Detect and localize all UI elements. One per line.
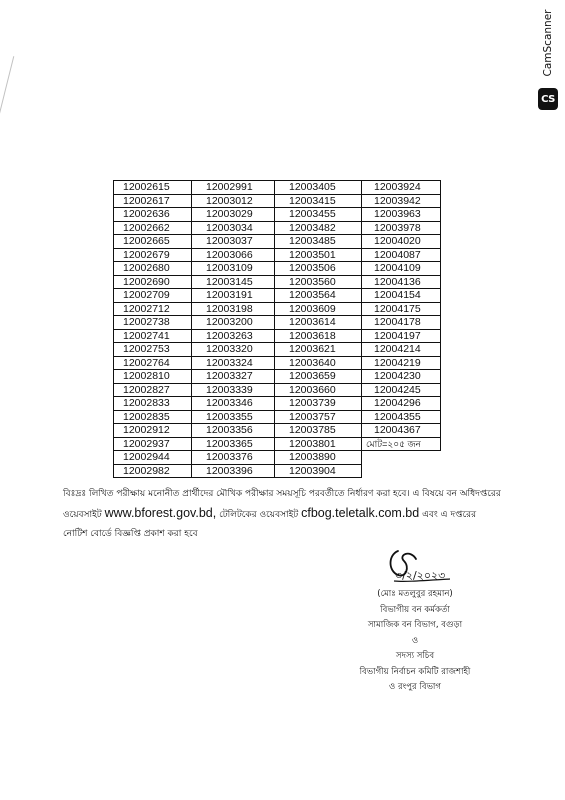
signatory-conjunction: ও: [411, 635, 419, 646]
roll-number-cell: 12002615: [114, 181, 192, 195]
roll-number-cell: 12002982: [114, 464, 192, 478]
total-count-cell: মোট=২০৫ জন: [362, 437, 441, 451]
roll-number-cell: 12002738: [114, 316, 192, 330]
roll-number-cell: 12003339: [192, 383, 275, 397]
roll-number-cell: 12003034: [192, 221, 275, 235]
roll-number-cell: 12003320: [192, 343, 275, 357]
roll-number-cell: 12004154: [362, 289, 441, 303]
roll-number-cell: 12003191: [192, 289, 275, 303]
roll-number-cell: 12003924: [362, 181, 441, 195]
roll-number-cell: 12003415: [275, 194, 362, 208]
roll-number-cell: 12002764: [114, 356, 192, 370]
table-row: [114, 424, 441, 438]
roll-number-cell: 12003405: [275, 181, 362, 195]
signatory-committee: বিভাগীয় নির্বাচন কমিটি রাজশাহী: [359, 666, 471, 677]
roll-number-cell: 12003560: [275, 275, 362, 289]
table-row: [114, 356, 441, 370]
roll-number-cell: 12002712: [114, 302, 192, 316]
table-row: [114, 451, 441, 465]
table-row: [114, 316, 441, 330]
roll-number-cell: 12004230: [362, 370, 441, 384]
roll-number-cell: 12004214: [362, 343, 441, 357]
table-row: [114, 329, 441, 343]
notice-paragraph: [63, 485, 523, 544]
roll-number-cell: 12003942: [362, 194, 441, 208]
table-row: [114, 235, 441, 249]
notice-line-2: [63, 504, 523, 525]
roll-number-cell: 12002991: [192, 181, 275, 195]
table-row: [114, 181, 441, 195]
roll-number-cell: 12003501: [275, 248, 362, 262]
roll-number-cell: 12003739: [275, 397, 362, 411]
teletalk-website-link[interactable]: cfbog.teletalk.com.bd: [301, 506, 420, 520]
roll-number-cell: 12003618: [275, 329, 362, 343]
notice-line-3: নোটিশ বোর্ডে বিজ্ঞপ্তি প্রকাশ করা হবে: [63, 529, 198, 539]
roll-number-cell: 12003757: [275, 410, 362, 424]
roll-number-cell: 12003659: [275, 370, 362, 384]
roll-number-cell: 12003621: [275, 343, 362, 357]
camscanner-watermark: [537, 6, 559, 116]
roll-number-cell: 12002810: [114, 370, 192, 384]
table-row: [114, 464, 441, 478]
roll-number-cell: 12004296: [362, 397, 441, 411]
table-row: [114, 275, 441, 289]
roll-number-cell: 12003978: [362, 221, 441, 235]
roll-number-cell: 12004109: [362, 262, 441, 276]
table-row: [114, 343, 441, 357]
candidate-roll-table: [113, 180, 441, 478]
roll-number-cell: 12002835: [114, 410, 192, 424]
roll-number-cell: 12003890: [275, 451, 362, 465]
roll-number-cell: 12002827: [114, 383, 192, 397]
roll-number-cell: 12002617: [114, 194, 192, 208]
table-row: [114, 383, 441, 397]
roll-number-cell: 12003200: [192, 316, 275, 330]
camscanner-logo-icon: CS: [538, 88, 558, 110]
roll-number-cell: 12003066: [192, 248, 275, 262]
roll-number-cell: 12004245: [362, 383, 441, 397]
roll-number-cell: 12003564: [275, 289, 362, 303]
table-row: [114, 262, 441, 276]
roll-number-cell: 12002944: [114, 451, 192, 465]
table-row: [114, 248, 441, 262]
signatory-block: [300, 587, 530, 696]
roll-number-cell: 12004020: [362, 235, 441, 249]
roll-number-cell: 12003455: [275, 208, 362, 222]
roll-number-cell: 12002665: [114, 235, 192, 249]
signatory-role: সদস্য সচিব: [395, 651, 435, 661]
roll-number-cell: 12003355: [192, 410, 275, 424]
roll-number-cell: 12004087: [362, 248, 441, 262]
signatory-designation: বিভাগীয় বন কর্মকর্তা: [380, 604, 450, 615]
roll-number-cell: 12002833: [114, 397, 192, 411]
roll-number-cell: 12003012: [192, 194, 275, 208]
roll-number-cell: 12003346: [192, 397, 275, 411]
handwritten-signature: [384, 545, 454, 587]
roll-number-cell: 12004355: [362, 410, 441, 424]
table-row: [114, 397, 441, 411]
table-row: [114, 410, 441, 424]
empty-cell: [362, 464, 441, 478]
roll-number-cell: 12003198: [192, 302, 275, 316]
roll-number-cell: 12003324: [192, 356, 275, 370]
roll-number-cell: 12003327: [192, 370, 275, 384]
table-row: [114, 370, 441, 384]
roll-number-cell: 12002937: [114, 437, 192, 451]
roll-number-cell: 12004197: [362, 329, 441, 343]
notice-line-2-part-c: এবং এ দপ্তরের: [419, 510, 477, 520]
bforest-website-link[interactable]: www.bforest.gov.bd,: [104, 506, 217, 520]
camscanner-brand-text: CamScanner: [542, 9, 554, 77]
table-row: [114, 302, 441, 316]
notice-line-2-part-a: ওয়েবসাইট: [63, 510, 105, 520]
roll-number-cell: 12002679: [114, 248, 192, 262]
roll-number-cell: 12003365: [192, 437, 275, 451]
roll-number-cell: 12002662: [114, 221, 192, 235]
table-row: [114, 221, 441, 235]
margin-pen-stroke: [0, 56, 14, 139]
roll-number-cell: 12003376: [192, 451, 275, 465]
roll-number-cell: 12003609: [275, 302, 362, 316]
table-row: [114, 208, 441, 222]
roll-number-cell: 12003356: [192, 424, 275, 438]
roll-number-cell: 12003506: [275, 262, 362, 276]
roll-number-cell: 12002709: [114, 289, 192, 303]
roll-number-cell: 12004136: [362, 275, 441, 289]
signatory-office: সামাজিক বন বিভাগ, বগুড়া: [367, 620, 463, 630]
roll-number-cell: 12002912: [114, 424, 192, 438]
table-row: [114, 437, 441, 451]
roll-number-cell: 12003037: [192, 235, 275, 249]
table-row: [114, 289, 441, 303]
roll-number-cell: 12004178: [362, 316, 441, 330]
roll-number-cell: 12004175: [362, 302, 441, 316]
roll-number-cell: 12003029: [192, 208, 275, 222]
roll-number-cell: 12003801: [275, 437, 362, 451]
roll-number-cell: 12003263: [192, 329, 275, 343]
roll-number-cell: 12003963: [362, 208, 441, 222]
roll-number-cell: 12003145: [192, 275, 275, 289]
signatory-name: (মোঃ মতলুবুর রহমান): [377, 589, 453, 599]
roll-number-cell: 12002690: [114, 275, 192, 289]
roll-number-cell: 12003660: [275, 383, 362, 397]
notice-line-1: বিঃদ্রঃ লিখিত পরীক্ষায় মনোনীত প্রার্থীদের মৌখিক পরীক্ষার সময়সূচি পরবর্তীতে নির্ধারণ করা হবে। এ বিষয়ে বন অধিদপ্তরের: [63, 489, 501, 499]
roll-number-cell: 12003640: [275, 356, 362, 370]
roll-number-cell: 12003482: [275, 221, 362, 235]
roll-number-cell: 12003614: [275, 316, 362, 330]
roll-number-cell: 12002636: [114, 208, 192, 222]
roll-number-cell: 12002753: [114, 343, 192, 357]
roll-number-cell: 12003785: [275, 424, 362, 438]
roll-number-cell: 12003485: [275, 235, 362, 249]
signature-date: ৩/২/২০২৩: [395, 569, 446, 582]
notice-line-2-part-b: টেলিটকের ওয়েবসাইট: [216, 510, 302, 520]
roll-number-cell: 12004219: [362, 356, 441, 370]
roll-number-cell: 12003904: [275, 464, 362, 478]
table-row: [114, 194, 441, 208]
signatory-division: ও রংপুর বিভাগ: [389, 682, 441, 692]
roll-number-cell: 12002680: [114, 262, 192, 276]
roll-number-cell: 12002741: [114, 329, 192, 343]
empty-cell: [362, 451, 441, 465]
roll-number-cell: 12004367: [362, 424, 441, 438]
roll-number-cell: 12003396: [192, 464, 275, 478]
roll-number-cell: 12003109: [192, 262, 275, 276]
